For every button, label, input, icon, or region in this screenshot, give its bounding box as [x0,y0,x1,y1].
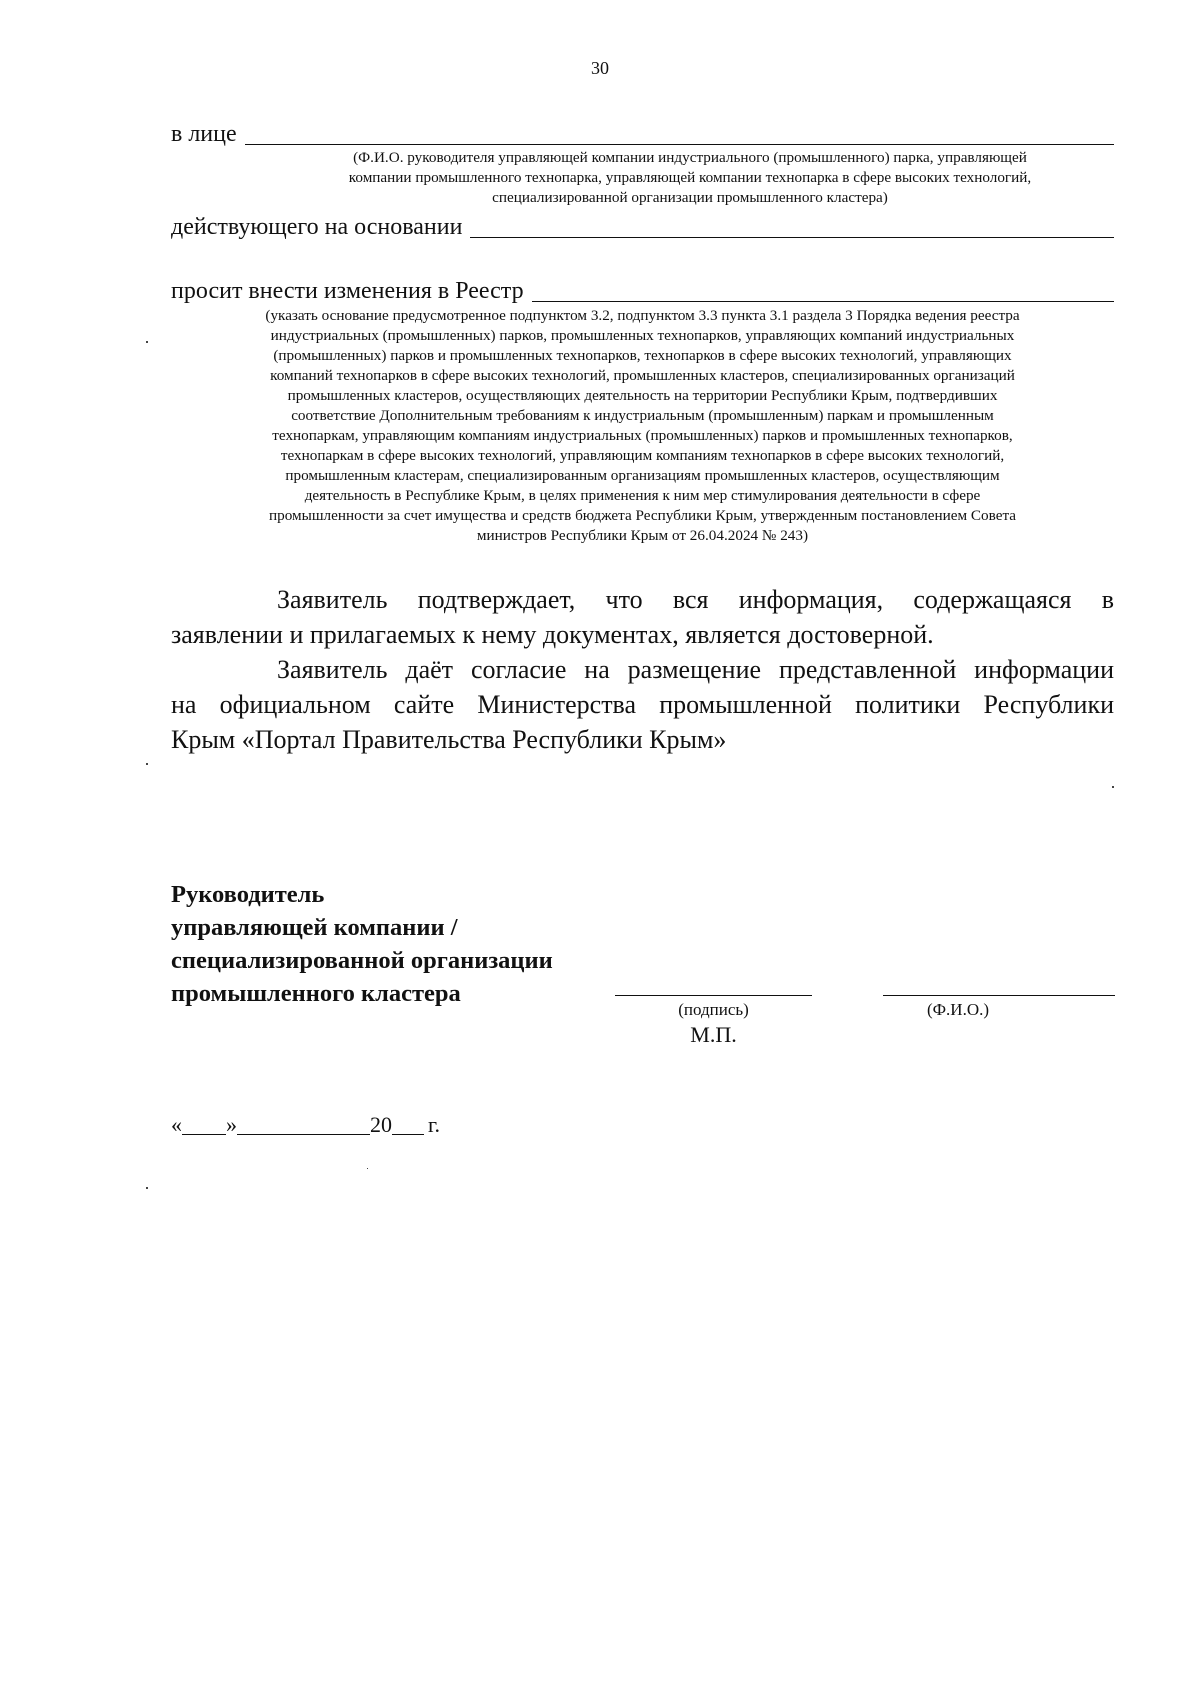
signatory-title-line: Руководитель [171,881,325,908]
in-person-hint-line: (Ф.И.О. руководителя управляющей компании индустриального (промышленного) парка, управляющей [353,149,1027,166]
registry-hint-line: технопаркам в сфере высоких технологий, управляющим компаниям технопарков в сфере высоких технологий, [280,447,1005,464]
scan-speck [146,763,148,765]
full-name-caption: (Ф.И.О.) [926,1000,990,1019]
signature-line [615,995,812,996]
registry-hint-line: промышленных кластеров, осуществляющих деятельность на территории Республики Крым, подтвердивших [287,387,998,404]
signatory-title-line: промышленного кластера [171,980,461,1007]
day-blank [182,1114,226,1135]
registry-request-field [171,277,1114,305]
declaration-line: на официальном сайте Министерства промышленной политики Республики [171,690,1114,719]
declaration-line: Крым «Портал Правительства Республики Крым» [171,725,727,754]
in-person-hint [260,148,1120,208]
registry-hint-line: компаний технопарков в сфере высоких технологий, промышленных кластеров, специализированных организаций [270,367,1015,384]
declaration-line: заявлении и прилагаемых к нему документах, является достоверной. [171,620,934,649]
year-suffix: г. [428,1112,441,1137]
declaration-line: Заявитель даёт согласие на размещение представленной информации [277,655,1114,684]
signature-caption: (подпись) [678,1000,749,1019]
registry-hint-line: министров Республики Крым от 26.04.2024 № 243) [476,527,809,544]
declaration-accuracy [171,582,1114,652]
stamp-mark: М.П. [690,1022,737,1047]
acting-basis-label: действующего на основании [171,214,463,240]
month-blank [237,1114,370,1135]
registry-hint-line: (промышленных) парков и промышленных технопарков, технопарков в сфере высоких технологий, управляющих [273,347,1012,364]
year-blank [392,1114,424,1135]
acting-basis-fill-line [470,215,1114,238]
full-name-line [883,995,1115,996]
registry-hint-line: соответствие Дополнительным требованиям к индустриальным (промышленным) паркам и промышленным [291,407,994,424]
in-person-hint-line: компании промышленного технопарка, управляющей компании технопарка в сфере высоких технологий, [348,169,1032,186]
in-person-field [171,120,1114,148]
registry-hint-line: (указать основание предусмотренное подпунктом 3.2, подпунктом 3.3 пункта 3.1 раздела 3 Порядка ведения реестра [265,307,1020,324]
scan-speck [1112,786,1114,788]
in-person-label: в лице [171,121,237,147]
page-number: 30 [591,58,609,78]
date-close-quote: » [226,1112,237,1137]
registry-hint-line: промышленности за счет имущества и средств бюджета Республики Крым, утвержденным постановлением Совета [268,507,1017,524]
registry-hint-line: индустриальных (промышленных) парков, промышленных технопарков, управляющих компаний индустриальных [270,327,1015,344]
date-line [171,1112,440,1138]
acting-basis-field [171,213,1114,241]
signatory-title-line: управляющей компании / [171,914,458,941]
scan-speck [146,341,148,343]
registry-hint-line: деятельность в Республике Крым, в целях применения к ним мер стимулирования деятельности в сфере [304,487,981,504]
signatory-title-line: специализированной организации [171,947,553,974]
registry-request-hint [171,306,1114,546]
scan-speck [367,1168,368,1169]
in-person-hint-line: специализированной организации промышленного кластера) [492,189,888,206]
registry-request-fill-line [532,279,1114,302]
registry-hint-line: промышленным кластерам, специализированным организациям промышленных кластеров, осуществляющим [285,467,1000,484]
year-prefix: 20 [370,1112,392,1137]
declaration-line: Заявитель подтверждает, что вся информация, содержащаяся в [277,585,1114,614]
declaration-consent [171,652,1114,757]
registry-request-label: просит внести изменения в Реестр [171,278,524,304]
registry-hint-line: технопаркам, управляющим компаниям индустриальных (промышленных) парков и промышленных технопарков, [272,427,1013,444]
date-open-quote: « [171,1112,182,1137]
signatory-title [171,878,553,1010]
scan-speck [146,1187,148,1189]
in-person-fill-line [245,122,1114,145]
